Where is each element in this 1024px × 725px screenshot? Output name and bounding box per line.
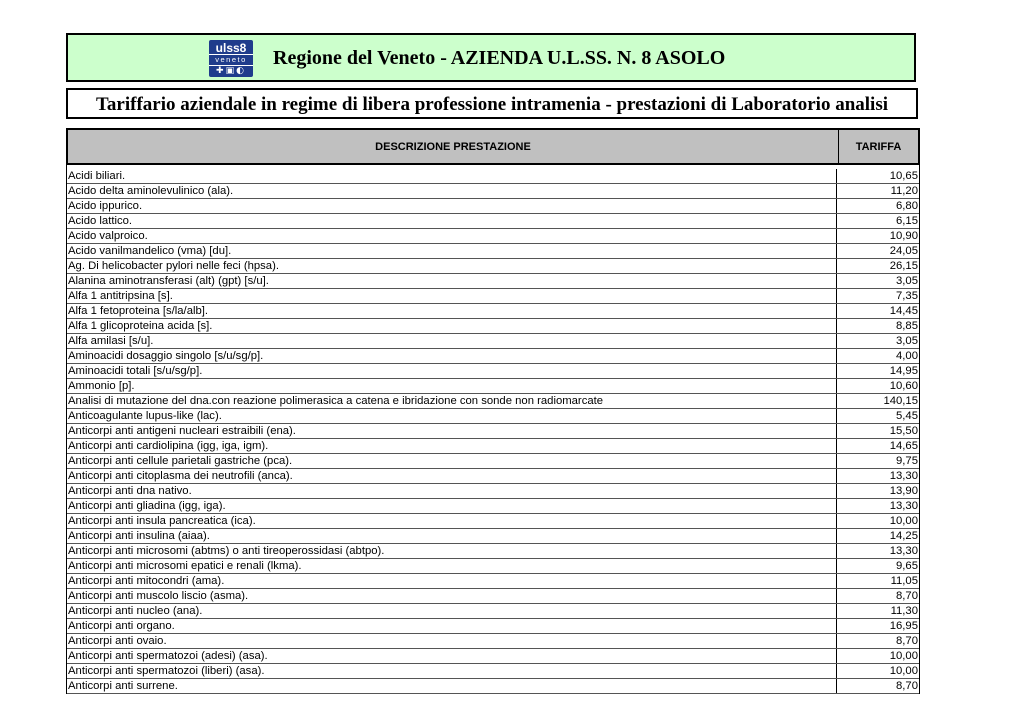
row-description: Anticorpi anti cellule parietali gastriche (pca).: [67, 454, 837, 468]
row-description: Anticorpi anti insulina (aiaa).: [67, 529, 837, 543]
row-description: Anticorpi anti mitocondri (ama).: [67, 574, 837, 588]
row-tariff: 3,05: [896, 335, 918, 347]
column-header-description: DESCRIZIONE PRESTAZIONE: [68, 130, 839, 163]
table-row: [67, 409, 919, 424]
row-tariff: 11,05: [890, 575, 918, 587]
row-description: Anticorpi anti surrene.: [67, 679, 837, 693]
row-tariff: 11,30: [890, 605, 918, 617]
row-description: Anticorpi anti antigeni nucleari estraibili (ena).: [67, 424, 837, 438]
row-description: Anticorpi anti citoplasma dei neutrofili (anca).: [67, 469, 837, 483]
row-tariff: 26,15: [889, 260, 918, 272]
column-header-tariff: TARIFFA: [855, 140, 902, 153]
row-description: Anticoagulante lupus-like (lac).: [67, 409, 837, 423]
row-tariff: 8,70: [896, 680, 918, 692]
table-row: [67, 499, 919, 514]
table-row: [67, 259, 919, 274]
row-description: Anticorpi anti gliadina (igg, iga).: [67, 499, 837, 513]
row-tariff: 9,65: [896, 560, 918, 572]
row-tariff: 6,15: [896, 215, 918, 227]
row-description: Anticorpi anti spermatozoi (liberi) (asa).: [67, 664, 837, 678]
table-row: [67, 184, 919, 199]
row-description: Alfa amilasi [s/u].: [67, 334, 837, 348]
row-tariff: 13,30: [889, 545, 918, 557]
row-description: Anticorpi anti organo.: [67, 619, 837, 633]
row-description: Anticorpi anti ovaio.: [67, 634, 837, 648]
row-tariff: 8,85: [896, 320, 918, 332]
table-row: [67, 214, 919, 229]
header-banner: [66, 33, 916, 82]
row-tariff: 5,45: [896, 410, 918, 422]
row-tariff: 10,00: [889, 515, 918, 527]
row-tariff: 11,20: [890, 185, 918, 197]
row-description: Acido vanilmandelico (vma) [du].: [67, 244, 837, 258]
table-row: [67, 619, 919, 634]
row-description: Acido delta aminolevulinico (ala).: [67, 184, 837, 198]
row-tariff: 14,95: [889, 365, 918, 377]
row-tariff: 140,15: [883, 395, 918, 407]
row-tariff: 10,90: [889, 230, 918, 242]
row-description: Anticorpi anti spermatozoi (adesi) (asa).: [67, 649, 837, 663]
table-row: [67, 559, 919, 574]
table-row: [67, 334, 919, 349]
table-row: [67, 274, 919, 289]
table-row: [67, 439, 919, 454]
table-row: [67, 424, 919, 439]
row-description: Alfa 1 glicoproteina acida [s].: [67, 319, 837, 333]
table-row: [67, 484, 919, 499]
table-row: [67, 469, 919, 484]
table-header-row: [66, 128, 920, 165]
row-tariff: 13,90: [889, 485, 918, 497]
row-tariff: 14,45: [889, 305, 918, 317]
table-row: [67, 664, 919, 679]
table-row: [67, 349, 919, 364]
table-row: [67, 199, 919, 214]
table-row: [67, 544, 919, 559]
row-description: Anticorpi anti dna nativo.: [67, 484, 837, 498]
document-subtitle: Tariffario aziendale in regime di libera professione intramenia - prestazioni di Laboratorio analisi: [96, 94, 888, 115]
row-tariff: 10,60: [889, 380, 918, 392]
table-row: [67, 604, 919, 619]
row-tariff: 14,65: [889, 440, 918, 452]
row-description: Anticorpi anti muscolo liscio (asma).: [67, 589, 837, 603]
row-tariff: 7,35: [896, 290, 918, 302]
table-row: [67, 364, 919, 379]
table-row: [67, 529, 919, 544]
row-tariff: 4,00: [896, 350, 918, 362]
table-row: [67, 574, 919, 589]
row-tariff: 3,05: [896, 275, 918, 287]
row-tariff: 13,30: [889, 470, 918, 482]
row-description: Acido ippurico.: [67, 199, 837, 213]
table-row: [67, 454, 919, 469]
table-row: [67, 379, 919, 394]
table-row: [67, 634, 919, 649]
subtitle-banner: [66, 88, 918, 119]
row-tariff: 9,75: [896, 455, 918, 467]
table-row: [67, 649, 919, 664]
row-description: Acidi biliari.: [67, 169, 837, 183]
table-body: [67, 169, 919, 694]
logo-symbols: ✚▣◐: [216, 66, 246, 76]
row-description: Anticorpi anti nucleo (ana).: [67, 604, 837, 618]
row-tariff: 10,65: [889, 170, 918, 182]
row-description: Acido lattico.: [67, 214, 837, 228]
row-description: Alfa 1 fetoproteina [s/la/alb].: [67, 304, 837, 318]
row-tariff: 13,30: [889, 500, 918, 512]
row-description: Analisi di mutazione del dna.con reazione polimerasica a catena e ibridazione con sonde non radiomarcate: [67, 394, 837, 408]
table-row: [67, 289, 919, 304]
table-row: [67, 679, 919, 694]
row-tariff: 10,00: [889, 650, 918, 662]
table-row: [67, 319, 919, 334]
table-row: [67, 169, 919, 184]
table-row: [67, 229, 919, 244]
logo-text-middle: veneto: [209, 54, 253, 66]
row-description: Anticorpi anti microsomi epatici e renali (lkma).: [67, 559, 837, 573]
row-description: Ammonio [p].: [67, 379, 837, 393]
page-title: Regione del Veneto - AZIENDA U.L.SS. N. 8 ASOLO: [273, 47, 726, 69]
row-description: Anticorpi anti cardiolipina (igg, iga, igm).: [67, 439, 837, 453]
ulss8-logo: [209, 40, 253, 77]
row-tariff: 8,70: [896, 635, 918, 647]
row-description: Alfa 1 antitripsina [s].: [67, 289, 837, 303]
row-tariff: 8,70: [896, 590, 918, 602]
row-tariff: 16,95: [889, 620, 918, 632]
table-row: [67, 304, 919, 319]
row-description: Anticorpi anti insula pancreatica (ica).: [67, 514, 837, 528]
row-description: Aminoacidi totali [s/u/sg/p].: [67, 364, 837, 378]
table-row: [67, 514, 919, 529]
row-tariff: 24,05: [889, 245, 918, 257]
logo-text-top: ulss8: [215, 41, 247, 55]
row-description: Acido valproico.: [67, 229, 837, 243]
row-description: Ag. Di helicobacter pylori nelle feci (hpsa).: [67, 259, 837, 273]
row-description: Anticorpi anti microsomi (abtms) o anti tireoperossidasi (abtpo).: [67, 544, 837, 558]
table-row: [67, 589, 919, 604]
tariff-table: [66, 128, 920, 694]
table-row: [67, 244, 919, 259]
row-tariff: 14,25: [889, 530, 918, 542]
row-tariff: 10,00: [889, 665, 918, 677]
row-tariff: 15,50: [889, 425, 918, 437]
row-tariff: 6,80: [896, 200, 918, 212]
table-row: [67, 394, 919, 409]
row-description: Alanina aminotransferasi (alt) (gpt) [s/u].: [67, 274, 837, 288]
row-description: Aminoacidi dosaggio singolo [s/u/sg/p].: [67, 349, 837, 363]
